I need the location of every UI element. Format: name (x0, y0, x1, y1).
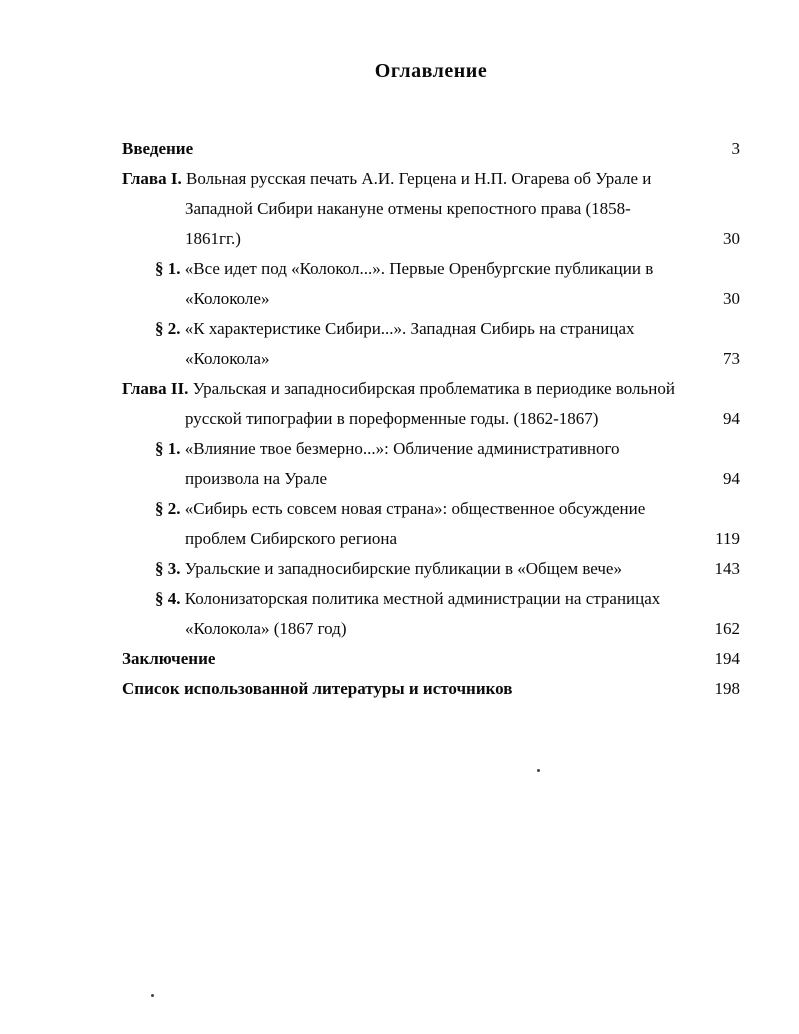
toc-entry (122, 134, 740, 164)
toc-entry-prefix: Заключение (122, 649, 216, 668)
toc-entry-page: 94 (723, 409, 740, 428)
toc-entry-prefix: § 2. (155, 499, 181, 518)
toc-entry-text (122, 134, 684, 164)
toc-entry-page: 30 (723, 289, 740, 308)
toc-entry-title: Колонизаторская политика местной администрации на страницах «Колокола» (1867 год) (184, 589, 661, 638)
toc-entry-page: 3 (731, 139, 740, 158)
page-title: Оглавление (374, 60, 488, 82)
toc-entry-text (122, 554, 684, 584)
toc-entry-title: «К характеристике Сибири...». Западная Сибирь на страницах «Колокола» (184, 319, 635, 368)
toc-entry-page: 198 (714, 679, 740, 698)
toc-entry-title: «Влияние твое безмерно...»: Обличение административного произвола на Урале (184, 439, 620, 488)
toc-entry-text (122, 494, 684, 554)
toc-entry-text (122, 584, 684, 644)
toc-entry-page: 73 (723, 349, 740, 368)
toc-entry-text (122, 374, 684, 434)
toc-entry (122, 494, 740, 554)
toc-entry-text (122, 434, 684, 494)
toc-entry-page: 194 (714, 649, 740, 668)
toc-entry-prefix: § 1. (155, 439, 181, 458)
toc-entry-prefix: Список использованной литературы и источников (122, 679, 513, 698)
toc-entry-title: Уральская и западносибирская проблематика в периодике вольной русской типографии в пореформенные годы. (1862-1867) (185, 379, 675, 428)
toc-entry-page: 119 (715, 529, 740, 548)
toc-entry-title: «Все идет под «Колокол...». Первые Оренбургские публикации в «Колоколе» (184, 259, 654, 308)
toc-entry (122, 554, 740, 584)
toc-entry (122, 584, 740, 644)
toc-entry-prefix: Глава I. (122, 169, 182, 188)
toc-entry-page: 94 (723, 469, 740, 488)
toc-entry (122, 434, 740, 494)
toc-entry (122, 674, 740, 704)
toc-entry (122, 374, 740, 434)
toc-entry-page: 162 (714, 619, 740, 638)
toc-entry-prefix: § 1. (155, 259, 181, 278)
toc-entry-title: «Сибирь есть совсем новая страна»: общественное обсуждение проблем Сибирского региона (184, 499, 646, 548)
scan-artifact-dot (537, 769, 540, 772)
toc-entry-page: 30 (723, 229, 740, 248)
toc-entry-prefix: § 3. (155, 559, 181, 578)
toc-entry-text (122, 164, 684, 254)
toc-entry (122, 314, 740, 374)
toc-entry (122, 644, 740, 674)
toc-entry-title: Вольная русская печать А.И. Герцена и Н.П. Огарева об Урале и Западной Сибири накануне отмены крепостного права (1858-1861гг.) (185, 169, 652, 248)
toc-entry (122, 254, 740, 314)
scan-artifact-dot (151, 994, 154, 997)
toc-entry-text (122, 644, 684, 674)
toc-entry-prefix: § 2. (155, 319, 181, 338)
toc-entry (122, 164, 740, 254)
table-of-contents (122, 134, 740, 704)
toc-entry-page: 143 (714, 559, 740, 578)
toc-entry-prefix: § 4. (155, 589, 181, 608)
toc-entry-text (122, 254, 684, 314)
toc-entry-prefix: Глава II. (122, 379, 189, 398)
toc-entry-text (122, 314, 684, 374)
toc-entry-title: Уральские и западносибирские публикации в «Общем вече» (184, 559, 622, 578)
toc-entry-prefix: Введение (122, 139, 194, 158)
toc-entry-text (122, 674, 684, 704)
